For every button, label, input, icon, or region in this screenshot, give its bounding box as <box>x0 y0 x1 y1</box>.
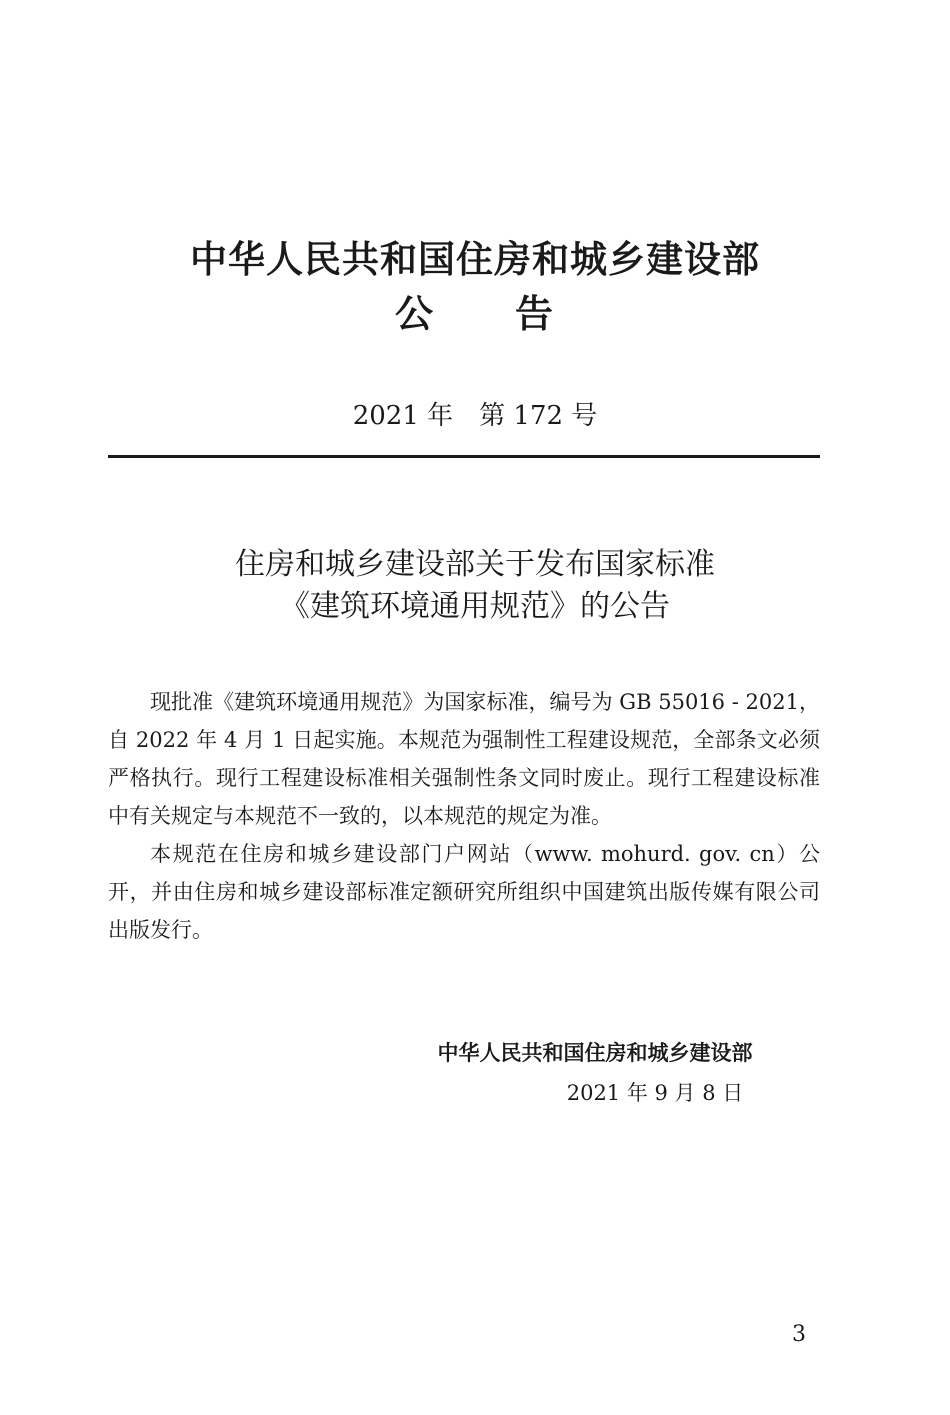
notice-title-line-1: 住房和城乡建设部关于发布国家标准 <box>235 547 715 582</box>
notice-title-line-2: 《建筑环境通用规范》的公告 <box>280 589 670 624</box>
notice-title <box>0 544 950 628</box>
agency-title: 中华人民共和国住房和城乡建设部 <box>190 238 760 281</box>
notice-body <box>108 683 820 949</box>
document-number: 2021 年 第 172 号 <box>352 401 598 431</box>
body-paragraph-1: 现批准《建筑环境通用规范》为国家标准，编号为 GB 55016 - 2021，自 2022 年 4 月 1 日起实施。本规范为强制性工程建设规范，全部条文必须严格执行。现行工程建设标准相关强制性条文同时废止。现行工程建设标准中有关规定与本规范不一致的，以本规范的规定为准。 <box>108 690 820 828</box>
body-paragraph-2: 本规范在住房和城乡建设部门户网站（www. mohurd. gov. cn）公开，并由住房和城乡建设部标准定额研究所组织中国建筑出版传媒有限公司出版发行。 <box>108 842 820 942</box>
page-number: 3 <box>792 1322 806 1347</box>
header-divider <box>108 455 820 458</box>
document-type-heading: 公 告 <box>394 292 555 336</box>
issuing-authority-signature: 中华人民共和国住房和城乡建设部 <box>437 1041 753 1065</box>
issue-date: 2021 年 9 月 8 日 <box>566 1081 744 1105</box>
